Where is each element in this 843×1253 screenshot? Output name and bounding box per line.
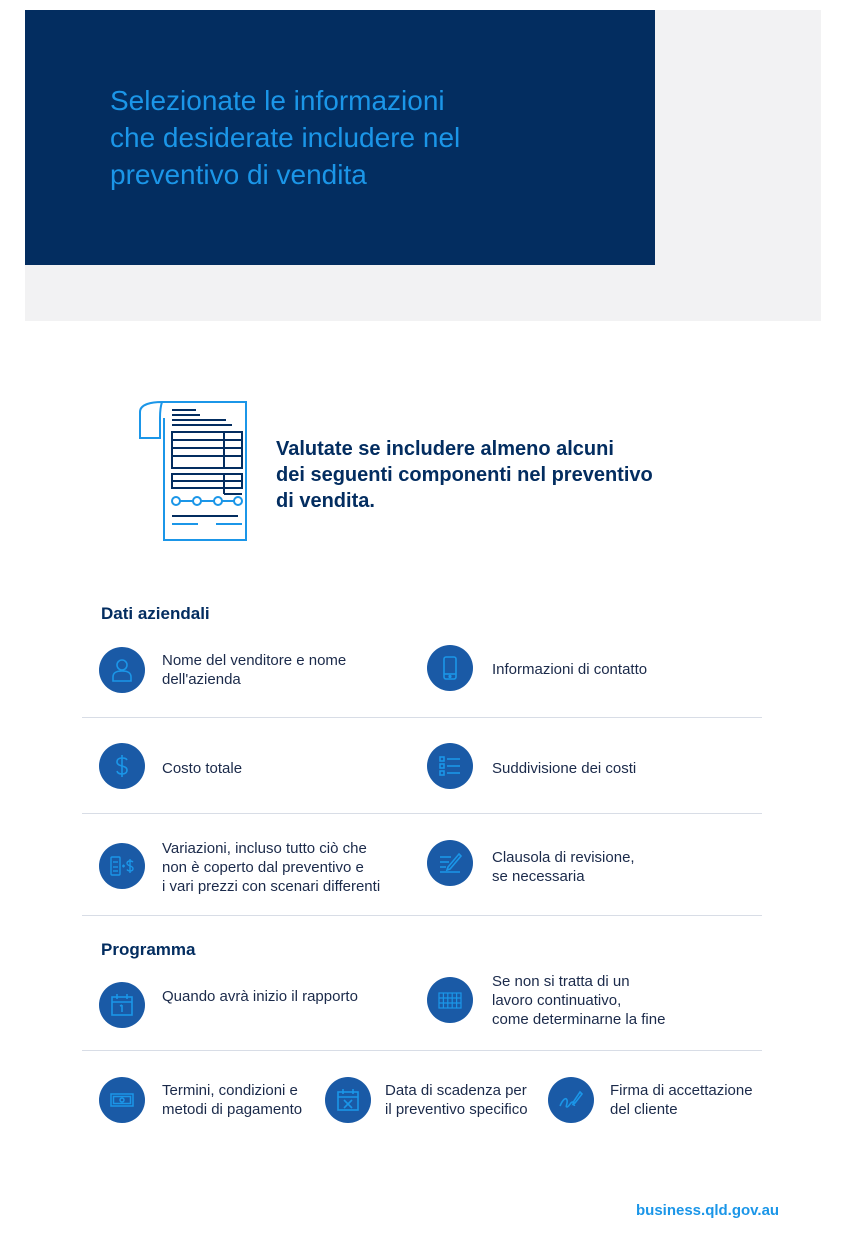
banknote-icon [99,1077,145,1123]
footer-website-link[interactable]: business.qld.gov.au [636,1202,780,1219]
person-icon [99,647,145,693]
section-heading-business: Dati aziendali [101,604,210,623]
item-cost-breakdown: Suddivisione dei costi [492,760,637,777]
calendar-expiry-icon [325,1077,371,1123]
divider [82,1050,762,1051]
item-start-date: Quando avrà inizio il rapporto [162,988,358,1005]
intro-text: Valutate se includere almeno alcuni dei seguenti componenti nel preventivo di vendita. [276,438,653,512]
edit-pen-icon [427,840,473,886]
document-quote-icon [136,398,254,544]
calendar-grid-icon [427,977,473,1023]
dollar-icon [99,743,145,789]
divider [82,813,762,814]
list-icon [427,743,473,789]
section-heading-schedule: Programma [101,940,196,959]
item-total-cost: Costo totale [162,760,243,777]
divider [82,717,762,718]
item-end-determination: Se non si tratta di un lavoro continuativo, come determinarne la fine [492,973,666,1028]
item-seller-name: Nome del venditore e nome dell'azienda [162,652,347,688]
hero-title: Selezionate le informazioni che desiderate includere nel preventivo di vendita [110,85,461,190]
item-payment-terms: Termini, condizioni e metodi di pagamento [162,1082,303,1118]
item-contact-info: Informazioni di contatto [492,661,648,678]
signature-icon [548,1077,594,1123]
item-variations: Variazioni, incluso tutto ciò che non è coperto dal preventivo e i vari prezzi con scenari differenti [162,840,381,895]
mobile-phone-icon [427,645,473,691]
calendar-start-icon [99,982,145,1028]
divider [82,915,762,916]
item-revision-clause: Clausola di revisione, se necessaria [492,849,635,885]
variations-icon [99,843,145,889]
item-client-signature: Firma di accettazione del cliente [610,1082,753,1118]
item-expiry-date: Data di scadenza per il preventivo specifico [385,1082,528,1118]
